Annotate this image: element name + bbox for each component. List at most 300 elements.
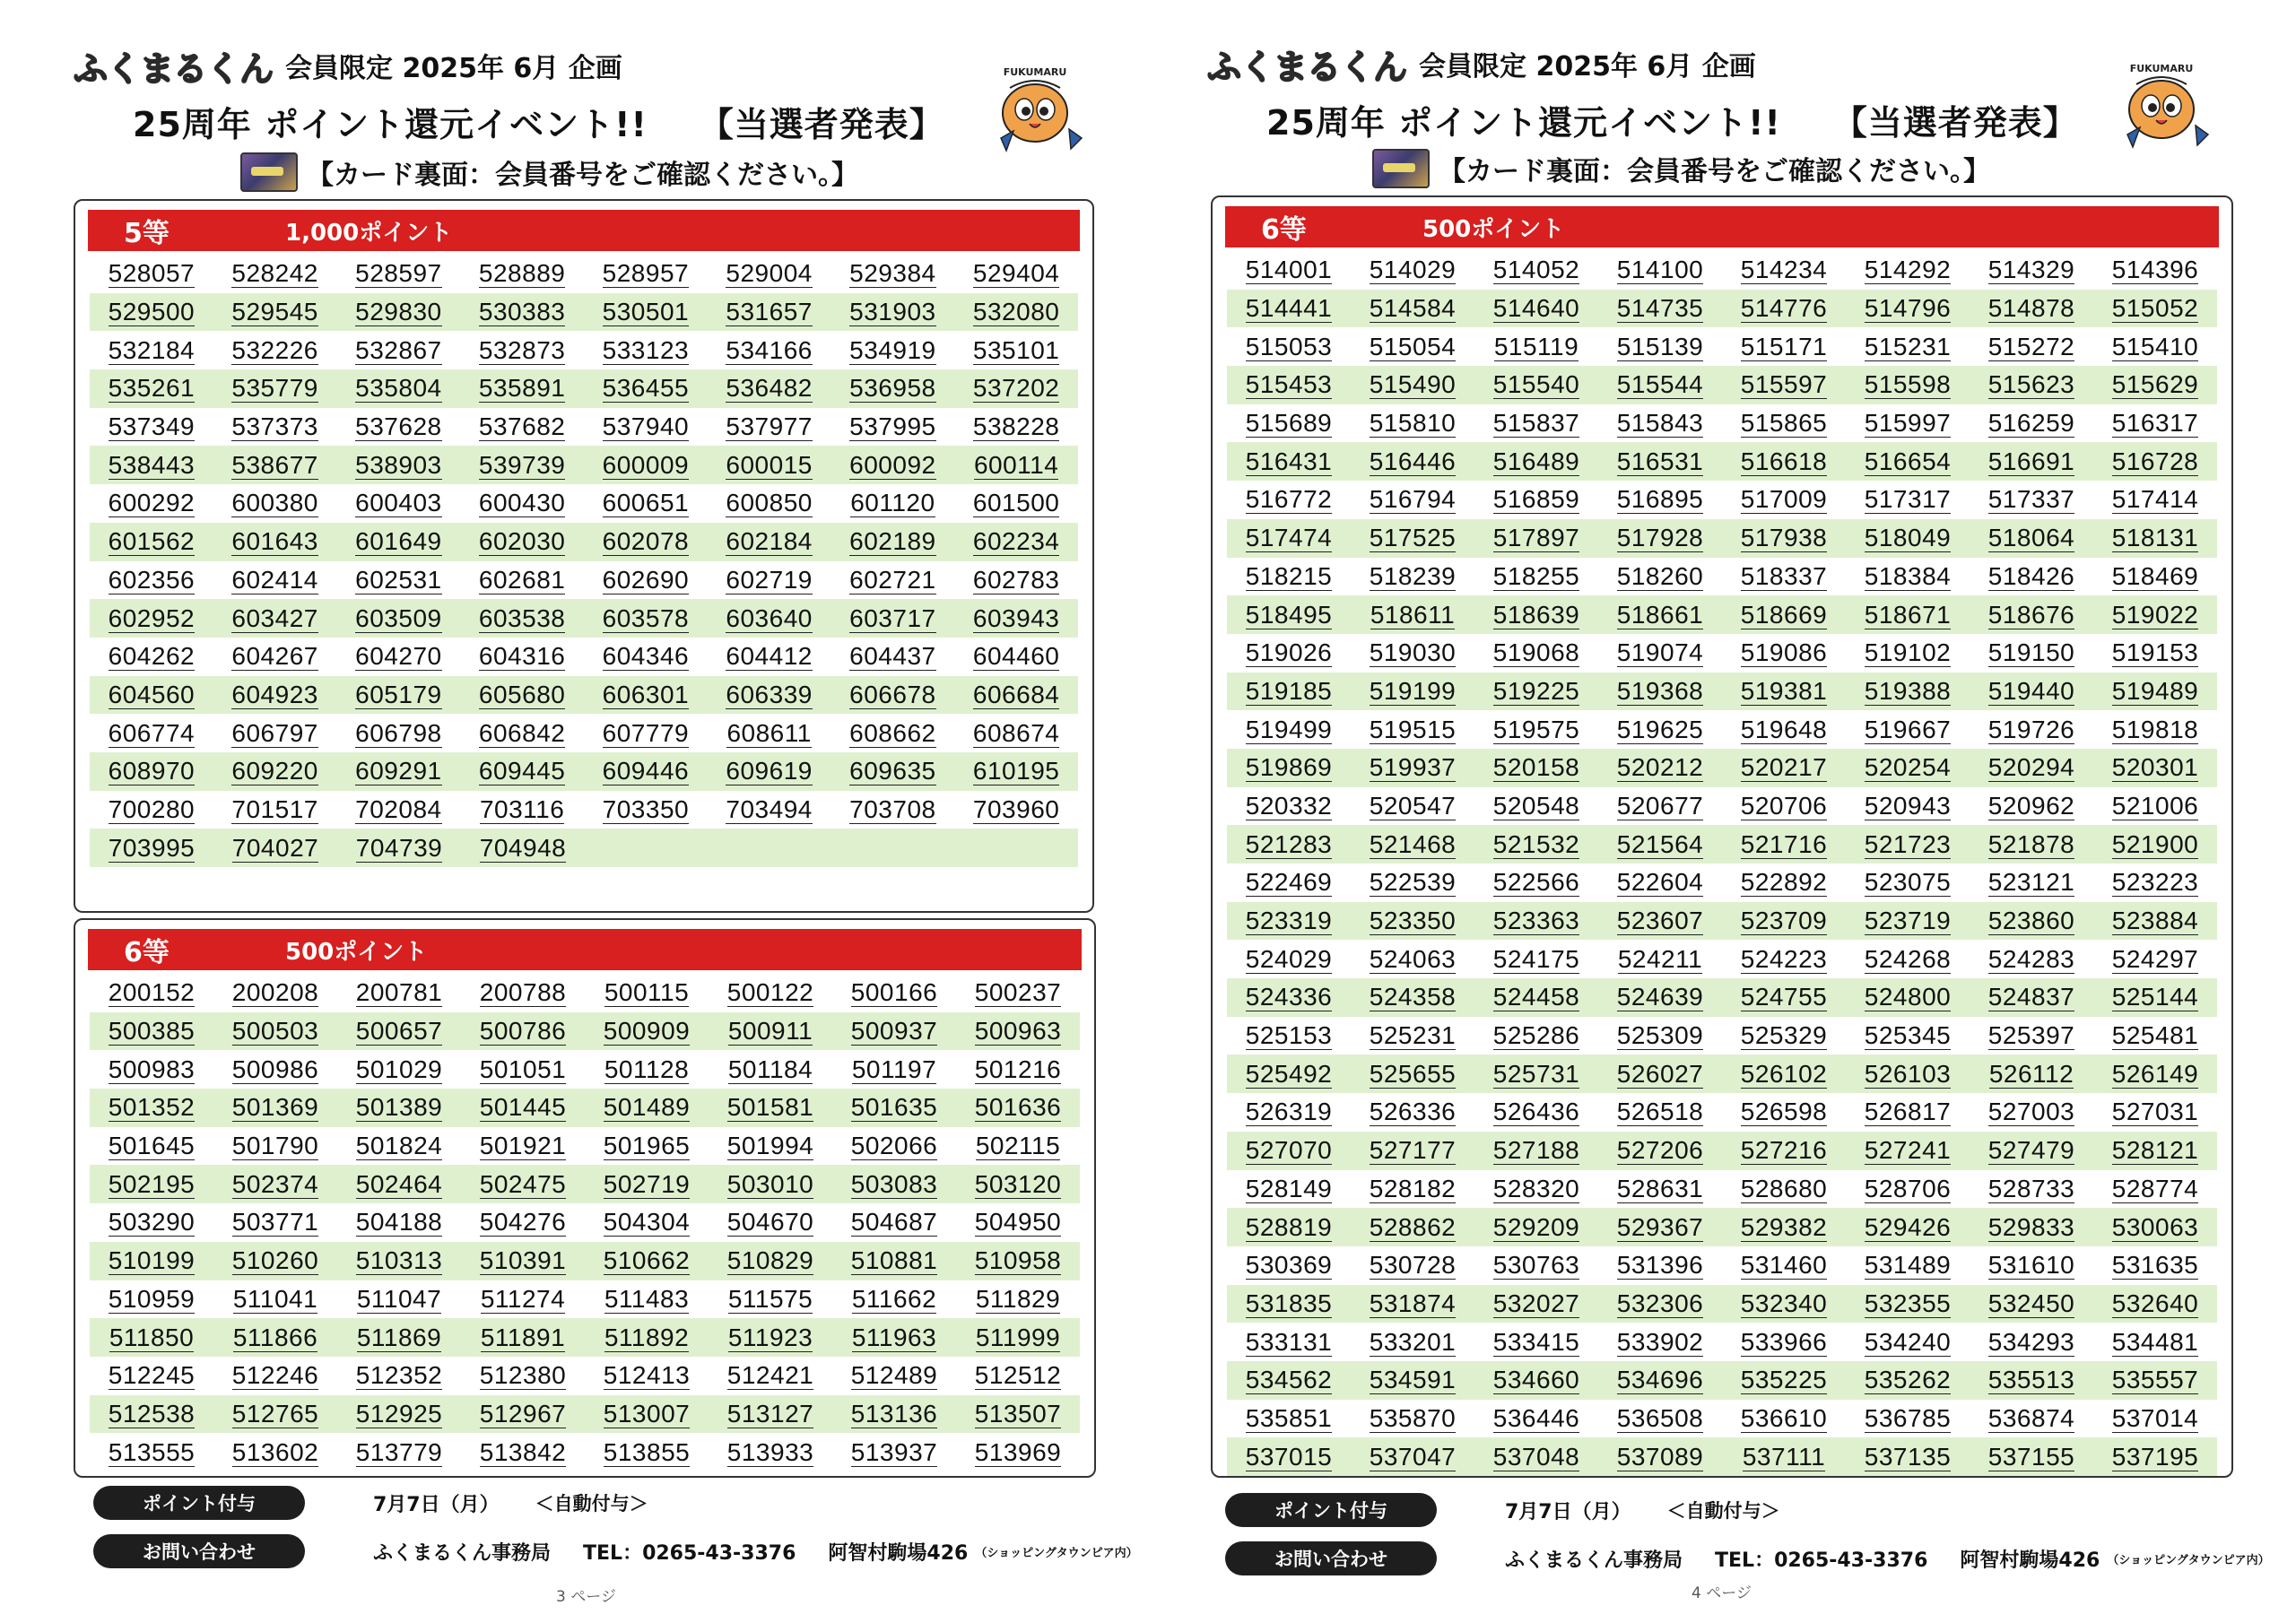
member-number: 515629 — [2111, 370, 2199, 399]
member-number: 527070 — [1245, 1136, 1333, 1165]
member-number: 528733 — [1987, 1174, 2075, 1202]
member-number: 512246 — [231, 1361, 319, 1390]
member-number: 515865 — [1740, 409, 1828, 438]
member-number: 536610 — [1740, 1403, 1828, 1432]
member-number: 510662 — [603, 1246, 691, 1275]
member-number: 515837 — [1492, 409, 1580, 438]
member-number: 519022 — [2111, 600, 2199, 629]
member-number: 537048 — [1492, 1442, 1580, 1471]
member-number: 603943 — [972, 603, 1060, 632]
member-number: 510313 — [355, 1246, 443, 1275]
member-number: 531903 — [849, 298, 936, 326]
member-number: 528121 — [2111, 1136, 2199, 1165]
member-number: 602030 — [478, 527, 566, 556]
member-number: 524029 — [1245, 944, 1333, 973]
member-number: 604412 — [726, 642, 813, 671]
prize-box-6 — [1211, 195, 2233, 1478]
page-number: 4 ページ — [1692, 1584, 1752, 1602]
member-number: 537682 — [478, 412, 566, 441]
member-number: 511662 — [851, 1284, 937, 1313]
member-number: 519648 — [1740, 715, 1828, 743]
card-note: 【カード裏面：会員番号をご確認ください。】 — [1439, 156, 1990, 187]
member-number: 516618 — [1740, 447, 1828, 475]
announcement-title: 【当選者発表】 — [1832, 102, 2078, 143]
member-number: 526319 — [1245, 1098, 1333, 1126]
table-row — [90, 974, 1080, 1012]
footer-points-row — [1225, 1492, 1780, 1528]
member-number: 603538 — [478, 603, 566, 632]
member-number: 520677 — [1616, 791, 1704, 820]
member-number: 605179 — [355, 680, 442, 708]
member-number: 511041 — [232, 1284, 318, 1313]
member-number: 530763 — [1492, 1251, 1580, 1280]
member-number: 532027 — [1492, 1289, 1580, 1317]
member-number: 500983 — [108, 1055, 196, 1083]
member-number: 515490 — [1369, 370, 1457, 399]
member-number: 514329 — [1987, 256, 2075, 284]
member-number: 502475 — [479, 1169, 567, 1198]
table-row — [90, 752, 1078, 791]
member-number: 516654 — [1864, 447, 1952, 475]
table-row — [1227, 1361, 2217, 1400]
contact-label-badge: お問い合わせ — [1225, 1541, 1437, 1575]
member-number: 604923 — [231, 680, 318, 708]
member-number: 534591 — [1369, 1366, 1457, 1394]
member-number: 500657 — [355, 1017, 443, 1046]
member-number: 501128 — [604, 1055, 690, 1083]
member-number: 525286 — [1492, 1021, 1580, 1050]
member-number: 602531 — [355, 565, 442, 594]
mascot-icon — [2109, 52, 2217, 151]
member-number: 528597 — [355, 259, 442, 288]
member-number: 521468 — [1369, 829, 1457, 858]
brand-logo: ふくまるくん — [74, 48, 274, 89]
member-number: 515119 — [1493, 332, 1579, 360]
member-number: 534166 — [726, 335, 813, 364]
member-number: 503083 — [850, 1169, 938, 1198]
page-4 — [1139, 0, 2287, 1623]
member-number: 537155 — [1987, 1442, 2075, 1471]
member-number: 523319 — [1245, 907, 1333, 935]
member-number: 537349 — [108, 412, 196, 441]
table-row — [90, 676, 1078, 715]
table-row — [90, 1203, 1080, 1242]
member-number: 526518 — [1616, 1098, 1704, 1126]
member-number: 523363 — [1492, 907, 1580, 935]
member-card-icon — [240, 152, 298, 192]
member-number: 600430 — [478, 489, 566, 517]
member-number: 200152 — [108, 978, 196, 1007]
member-number: 704948 — [479, 833, 567, 862]
table-row — [1227, 1323, 2217, 1361]
table-row — [1227, 710, 2217, 749]
member-number: 524458 — [1492, 983, 1580, 1011]
member-number: 501635 — [850, 1093, 938, 1122]
member-number: 515410 — [2111, 332, 2199, 360]
member-number: 514776 — [1740, 294, 1828, 323]
member-number: 513933 — [726, 1437, 814, 1466]
member-number: 525144 — [2111, 983, 2199, 1011]
member-number: 511963 — [851, 1323, 937, 1351]
table-row — [90, 446, 1078, 484]
member-number: 519068 — [1492, 638, 1580, 667]
table-row — [1227, 673, 2217, 711]
member-number: 510959 — [108, 1284, 196, 1313]
member-number: 500911 — [727, 1017, 813, 1046]
member-number: 518671 — [1864, 600, 1952, 629]
member-number: 502464 — [355, 1169, 443, 1198]
table-row — [90, 638, 1078, 676]
member-number: 500115 — [604, 978, 690, 1007]
member-number: 512380 — [479, 1361, 567, 1390]
member-number: 539739 — [478, 450, 566, 479]
member-number: 606798 — [355, 718, 442, 747]
member-number: 602783 — [972, 565, 1060, 594]
member-number: 516317 — [2111, 409, 2199, 438]
member-number: 602414 — [231, 565, 318, 594]
table-row — [90, 1242, 1080, 1280]
member-number: 603509 — [355, 603, 442, 632]
page-number: 3 ページ — [556, 1588, 616, 1606]
member-number: 606678 — [849, 680, 936, 708]
table-row — [1227, 519, 2217, 558]
member-number: 521283 — [1245, 829, 1333, 858]
member-number: 520254 — [1864, 753, 1952, 782]
member-number: 525329 — [1740, 1021, 1828, 1050]
member-number: 534293 — [1987, 1327, 2075, 1356]
member-number: 524283 — [1987, 944, 2075, 973]
member-number: 600292 — [108, 489, 196, 517]
member-number: 518384 — [1864, 561, 1952, 590]
member-number: 537111 — [1742, 1442, 1826, 1471]
member-number: 519515 — [1369, 715, 1457, 743]
member-number: 510199 — [108, 1246, 196, 1275]
office-name: ふくまるくん事務局 — [373, 1541, 552, 1565]
member-number: 517938 — [1740, 524, 1828, 552]
member-number: 526817 — [1864, 1098, 1952, 1126]
member-number: 527003 — [1987, 1098, 2075, 1126]
table-row — [90, 331, 1078, 369]
member-number: 510260 — [231, 1246, 319, 1275]
member-number: 537015 — [1245, 1442, 1333, 1471]
table-row — [1227, 1285, 2217, 1324]
member-number: 519185 — [1245, 676, 1333, 705]
member-number: 600651 — [602, 489, 690, 517]
member-number: 535870 — [1369, 1403, 1457, 1432]
member-number: 531489 — [1864, 1251, 1952, 1280]
table-row — [90, 1127, 1080, 1166]
member-number: 523884 — [2111, 907, 2199, 935]
member-number: 602078 — [602, 527, 690, 556]
member-number: 514052 — [1492, 256, 1580, 284]
member-number: 528680 — [1740, 1174, 1828, 1202]
member-number: 523860 — [1987, 907, 2075, 935]
member-number: 528774 — [2111, 1174, 2199, 1202]
member-number: 531460 — [1740, 1251, 1828, 1280]
member-number: 703116 — [479, 794, 565, 823]
member-number: 518064 — [1987, 524, 2075, 552]
member-number: 537940 — [602, 412, 690, 441]
member-number: 530501 — [602, 298, 690, 326]
member-number: 501645 — [108, 1132, 196, 1160]
member-number: 535513 — [1987, 1366, 2075, 1394]
table-row — [1227, 366, 2217, 404]
member-number: 522469 — [1245, 868, 1333, 897]
member-number: 510829 — [726, 1246, 814, 1275]
member-number: 532226 — [231, 335, 318, 364]
member-number: 503120 — [974, 1169, 1062, 1198]
member-number: 513007 — [603, 1399, 691, 1428]
member-number: 511274 — [480, 1284, 566, 1313]
member-number: 529367 — [1616, 1212, 1704, 1241]
member-number: 602681 — [478, 565, 566, 594]
member-number: 537089 — [1616, 1442, 1704, 1471]
member-number: 516691 — [1987, 447, 2075, 475]
member-number: 514029 — [1369, 256, 1457, 284]
member-number: 517009 — [1740, 485, 1828, 514]
member-number: 703494 — [726, 794, 813, 823]
member-number: 517928 — [1616, 524, 1704, 552]
member-number: 514640 — [1492, 294, 1580, 323]
member-number: 600009 — [602, 450, 690, 479]
member-number: 601649 — [355, 527, 442, 556]
member-number: 537202 — [972, 374, 1060, 403]
member-number: 532355 — [1864, 1289, 1952, 1317]
table-row — [1227, 558, 2217, 596]
member-number: 519153 — [2111, 638, 2199, 667]
member-number: 515623 — [1987, 370, 2075, 399]
member-number: 516895 — [1616, 485, 1704, 514]
member-number: 514292 — [1864, 256, 1952, 284]
member-number: 609619 — [726, 757, 813, 785]
points-date: 7月7日（月） — [373, 1493, 500, 1516]
member-number: 528706 — [1864, 1174, 1952, 1202]
member-number: 530383 — [478, 298, 566, 326]
member-number: 529384 — [849, 259, 936, 288]
member-number: 524268 — [1864, 944, 1952, 973]
member-number: 526112 — [1988, 1059, 2074, 1088]
member-number: 515231 — [1864, 332, 1952, 360]
member-number: 518495 — [1245, 600, 1333, 629]
member-number: 515540 — [1492, 370, 1580, 399]
member-number: 526149 — [2111, 1059, 2199, 1088]
member-number: 522892 — [1740, 868, 1828, 897]
member-number: 537373 — [231, 412, 318, 441]
member-number: 524297 — [2111, 944, 2199, 973]
member-number: 524336 — [1245, 983, 1333, 1011]
member-number: 516259 — [1987, 409, 2075, 438]
member-number: 600403 — [355, 489, 442, 517]
member-number: 512245 — [108, 1361, 196, 1390]
member-number: 602721 — [849, 565, 936, 594]
member-number: 534660 — [1492, 1366, 1580, 1394]
member-number: 703350 — [602, 794, 690, 823]
member-number: 504950 — [974, 1208, 1062, 1237]
member-number: 513507 — [974, 1399, 1062, 1428]
member-number: 518049 — [1864, 524, 1952, 552]
member-number: 520332 — [1245, 791, 1333, 820]
member-number: 606301 — [602, 680, 690, 708]
table-row — [1227, 290, 2217, 328]
member-number: 515139 — [1616, 332, 1704, 360]
member-number: 500237 — [974, 978, 1062, 1007]
table-row — [90, 1357, 1080, 1395]
member-number: 515453 — [1245, 370, 1333, 399]
member-number: 525481 — [2111, 1021, 2199, 1050]
member-number: 503010 — [726, 1169, 814, 1198]
member-number: 600092 — [849, 450, 936, 479]
member-number: 534562 — [1245, 1366, 1333, 1394]
member-number: 609220 — [231, 757, 318, 785]
member-number: 520706 — [1740, 791, 1828, 820]
member-number: 521723 — [1864, 829, 1952, 858]
table-row — [1227, 481, 2217, 519]
member-number: 602189 — [849, 527, 936, 556]
table-row — [1227, 1170, 2217, 1209]
member-number: 513855 — [603, 1437, 691, 1466]
member-number: 609445 — [478, 757, 566, 785]
member-number: 700280 — [108, 794, 196, 823]
member-number: 511923 — [727, 1323, 813, 1351]
header-line-1 — [1207, 41, 1756, 86]
member-number: 604262 — [108, 642, 196, 671]
member-number: 526436 — [1492, 1098, 1580, 1126]
member-number: 535804 — [355, 374, 442, 403]
winner-table — [90, 974, 1080, 1471]
member-number: 514796 — [1864, 294, 1952, 323]
member-number: 511892 — [604, 1323, 690, 1351]
winner-table — [1227, 251, 2217, 1476]
card-note-line — [240, 151, 858, 194]
member-number: 520962 — [1987, 791, 2075, 820]
member-number: 525731 — [1492, 1059, 1580, 1088]
member-number: 519368 — [1616, 676, 1704, 705]
member-number: 535225 — [1740, 1366, 1828, 1394]
member-number: 517317 — [1864, 485, 1952, 514]
member-number: 503771 — [231, 1208, 319, 1237]
member-number: 604267 — [231, 642, 318, 671]
member-number: 518661 — [1616, 600, 1704, 629]
member-number: 511891 — [480, 1323, 566, 1351]
table-row — [90, 561, 1078, 600]
member-number: 537995 — [849, 412, 936, 441]
member-number: 606774 — [108, 718, 196, 747]
member-number: 511047 — [356, 1284, 442, 1313]
member-number: 521006 — [2111, 791, 2199, 820]
member-number: 512489 — [850, 1361, 938, 1390]
member-number: 519199 — [1369, 676, 1457, 705]
points-note: ＜自動付与＞ — [535, 1493, 648, 1515]
member-number: 533201 — [1369, 1327, 1457, 1356]
member-number: 529545 — [231, 298, 318, 326]
member-number: 519102 — [1864, 638, 1952, 667]
member-number: 513555 — [108, 1437, 196, 1466]
member-number: 510958 — [974, 1246, 1062, 1275]
table-row — [90, 293, 1078, 332]
member-number: 525655 — [1369, 1059, 1457, 1088]
member-number: 603640 — [726, 603, 813, 632]
member-number: 532450 — [1987, 1289, 2075, 1317]
member-number: 528862 — [1369, 1212, 1457, 1241]
table-row — [1227, 1055, 2217, 1093]
table-row — [90, 791, 1078, 829]
member-number: 518337 — [1740, 561, 1828, 590]
table-row — [1227, 1437, 2217, 1476]
member-number: 501790 — [231, 1132, 319, 1160]
member-number: 519440 — [1987, 676, 2075, 705]
header-line-2 — [1266, 93, 2078, 145]
member-number: 501216 — [974, 1055, 1062, 1083]
member-number: 518669 — [1740, 600, 1828, 629]
prize-header — [1225, 206, 2219, 247]
points-label-badge: ポイント付与 — [1225, 1493, 1437, 1527]
member-number: 514584 — [1369, 294, 1457, 323]
member-number: 538677 — [231, 450, 318, 479]
table-row — [1227, 787, 2217, 826]
member-number: 511999 — [975, 1323, 1061, 1351]
member-number: 501445 — [479, 1093, 567, 1122]
member-number: 533902 — [1616, 1327, 1704, 1356]
table-row — [1227, 978, 2217, 1017]
member-number: 520217 — [1740, 753, 1828, 782]
member-number: 516772 — [1245, 485, 1333, 514]
member-number: 512512 — [974, 1361, 1062, 1390]
member-number: 511483 — [604, 1284, 690, 1313]
member-number: 502115 — [975, 1132, 1061, 1160]
member-number: 537195 — [2111, 1442, 2199, 1471]
table-row — [90, 1395, 1080, 1434]
table-row — [90, 523, 1078, 561]
prize-header — [88, 929, 1082, 970]
header-line-2 — [133, 95, 944, 147]
member-number: 530728 — [1369, 1251, 1457, 1280]
table-row — [90, 1433, 1080, 1471]
card-note-line — [1372, 147, 1990, 190]
member-number: 528320 — [1492, 1174, 1580, 1202]
member-number: 519074 — [1616, 638, 1704, 667]
member-number: 533966 — [1740, 1327, 1828, 1356]
member-number: 521900 — [2111, 829, 2199, 858]
member-number: 501636 — [974, 1093, 1062, 1122]
member-number: 513842 — [479, 1437, 567, 1466]
member-number: 515997 — [1864, 409, 1952, 438]
member-number: 703995 — [108, 833, 196, 862]
member-number: 536482 — [726, 374, 813, 403]
member-number: 515053 — [1245, 332, 1333, 360]
member-number: 524837 — [1987, 983, 2075, 1011]
announcement-title: 【当選者発表】 — [699, 104, 944, 144]
office-name: ふくまるくん事務局 — [1505, 1549, 1683, 1572]
member-number: 520158 — [1492, 753, 1580, 782]
mascot-icon — [983, 56, 1091, 154]
member-number: 537047 — [1369, 1442, 1457, 1471]
member-number: 500986 — [231, 1055, 319, 1083]
member-number: 501581 — [726, 1093, 814, 1122]
member-number: 518676 — [1987, 600, 2075, 629]
member-number: 531635 — [2111, 1251, 2199, 1280]
member-number: 514878 — [1987, 294, 2075, 323]
member-number: 525153 — [1245, 1021, 1333, 1050]
table-row — [1227, 1208, 2217, 1246]
member-number: 519937 — [1369, 753, 1457, 782]
table-row — [1227, 404, 2217, 443]
member-number: 535261 — [108, 374, 196, 403]
member-number: 516446 — [1369, 447, 1457, 475]
member-number: 529833 — [1987, 1212, 2075, 1241]
member-number: 513136 — [850, 1399, 938, 1428]
table-row — [90, 369, 1078, 408]
member-number: 703960 — [972, 794, 1060, 823]
